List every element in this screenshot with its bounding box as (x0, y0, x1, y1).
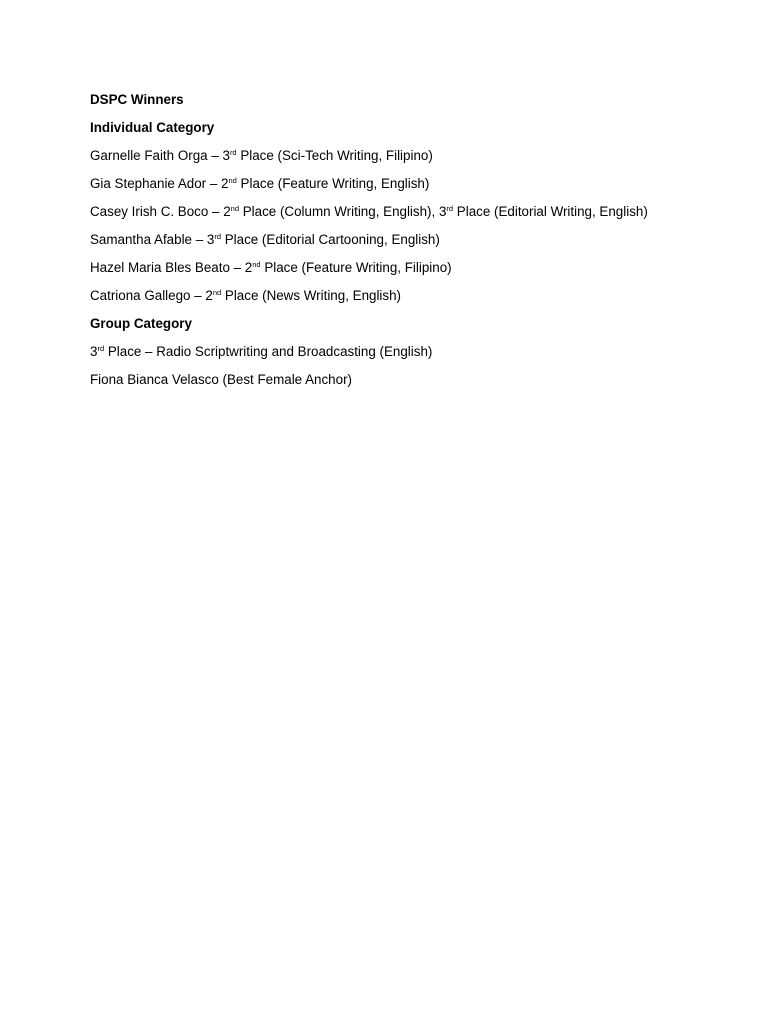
winner-entry: Garnelle Faith Orga – 3rd Place (Sci-Tech Writing, Filipino) (90, 148, 433, 163)
winner-entry: Casey Irish C. Boco – 2nd Place (Column Writing, English), 3rd Place (Editorial Writing, English) (90, 204, 648, 219)
group-winner-entry: 3rd Place – Radio Scriptwriting and Broadcasting (English) (90, 344, 433, 359)
individual-category-heading: Individual Category (90, 120, 215, 135)
group-category-heading: Group Category (90, 316, 192, 331)
group-winner-entry: Fiona Bianca Velasco (Best Female Anchor) (90, 372, 352, 387)
winner-entry: Hazel Maria Bles Beato – 2nd Place (Feature Writing, Filipino) (90, 260, 452, 275)
winner-entry: Catriona Gallego – 2nd Place (News Writing, English) (90, 288, 402, 303)
document-title: DSPC Winners (90, 92, 184, 107)
winner-entry: Samantha Afable – 3rd Place (Editorial Cartooning, English) (90, 232, 440, 247)
winner-entry: Gia Stephanie Ador – 2nd Place (Feature Writing, English) (90, 176, 430, 191)
